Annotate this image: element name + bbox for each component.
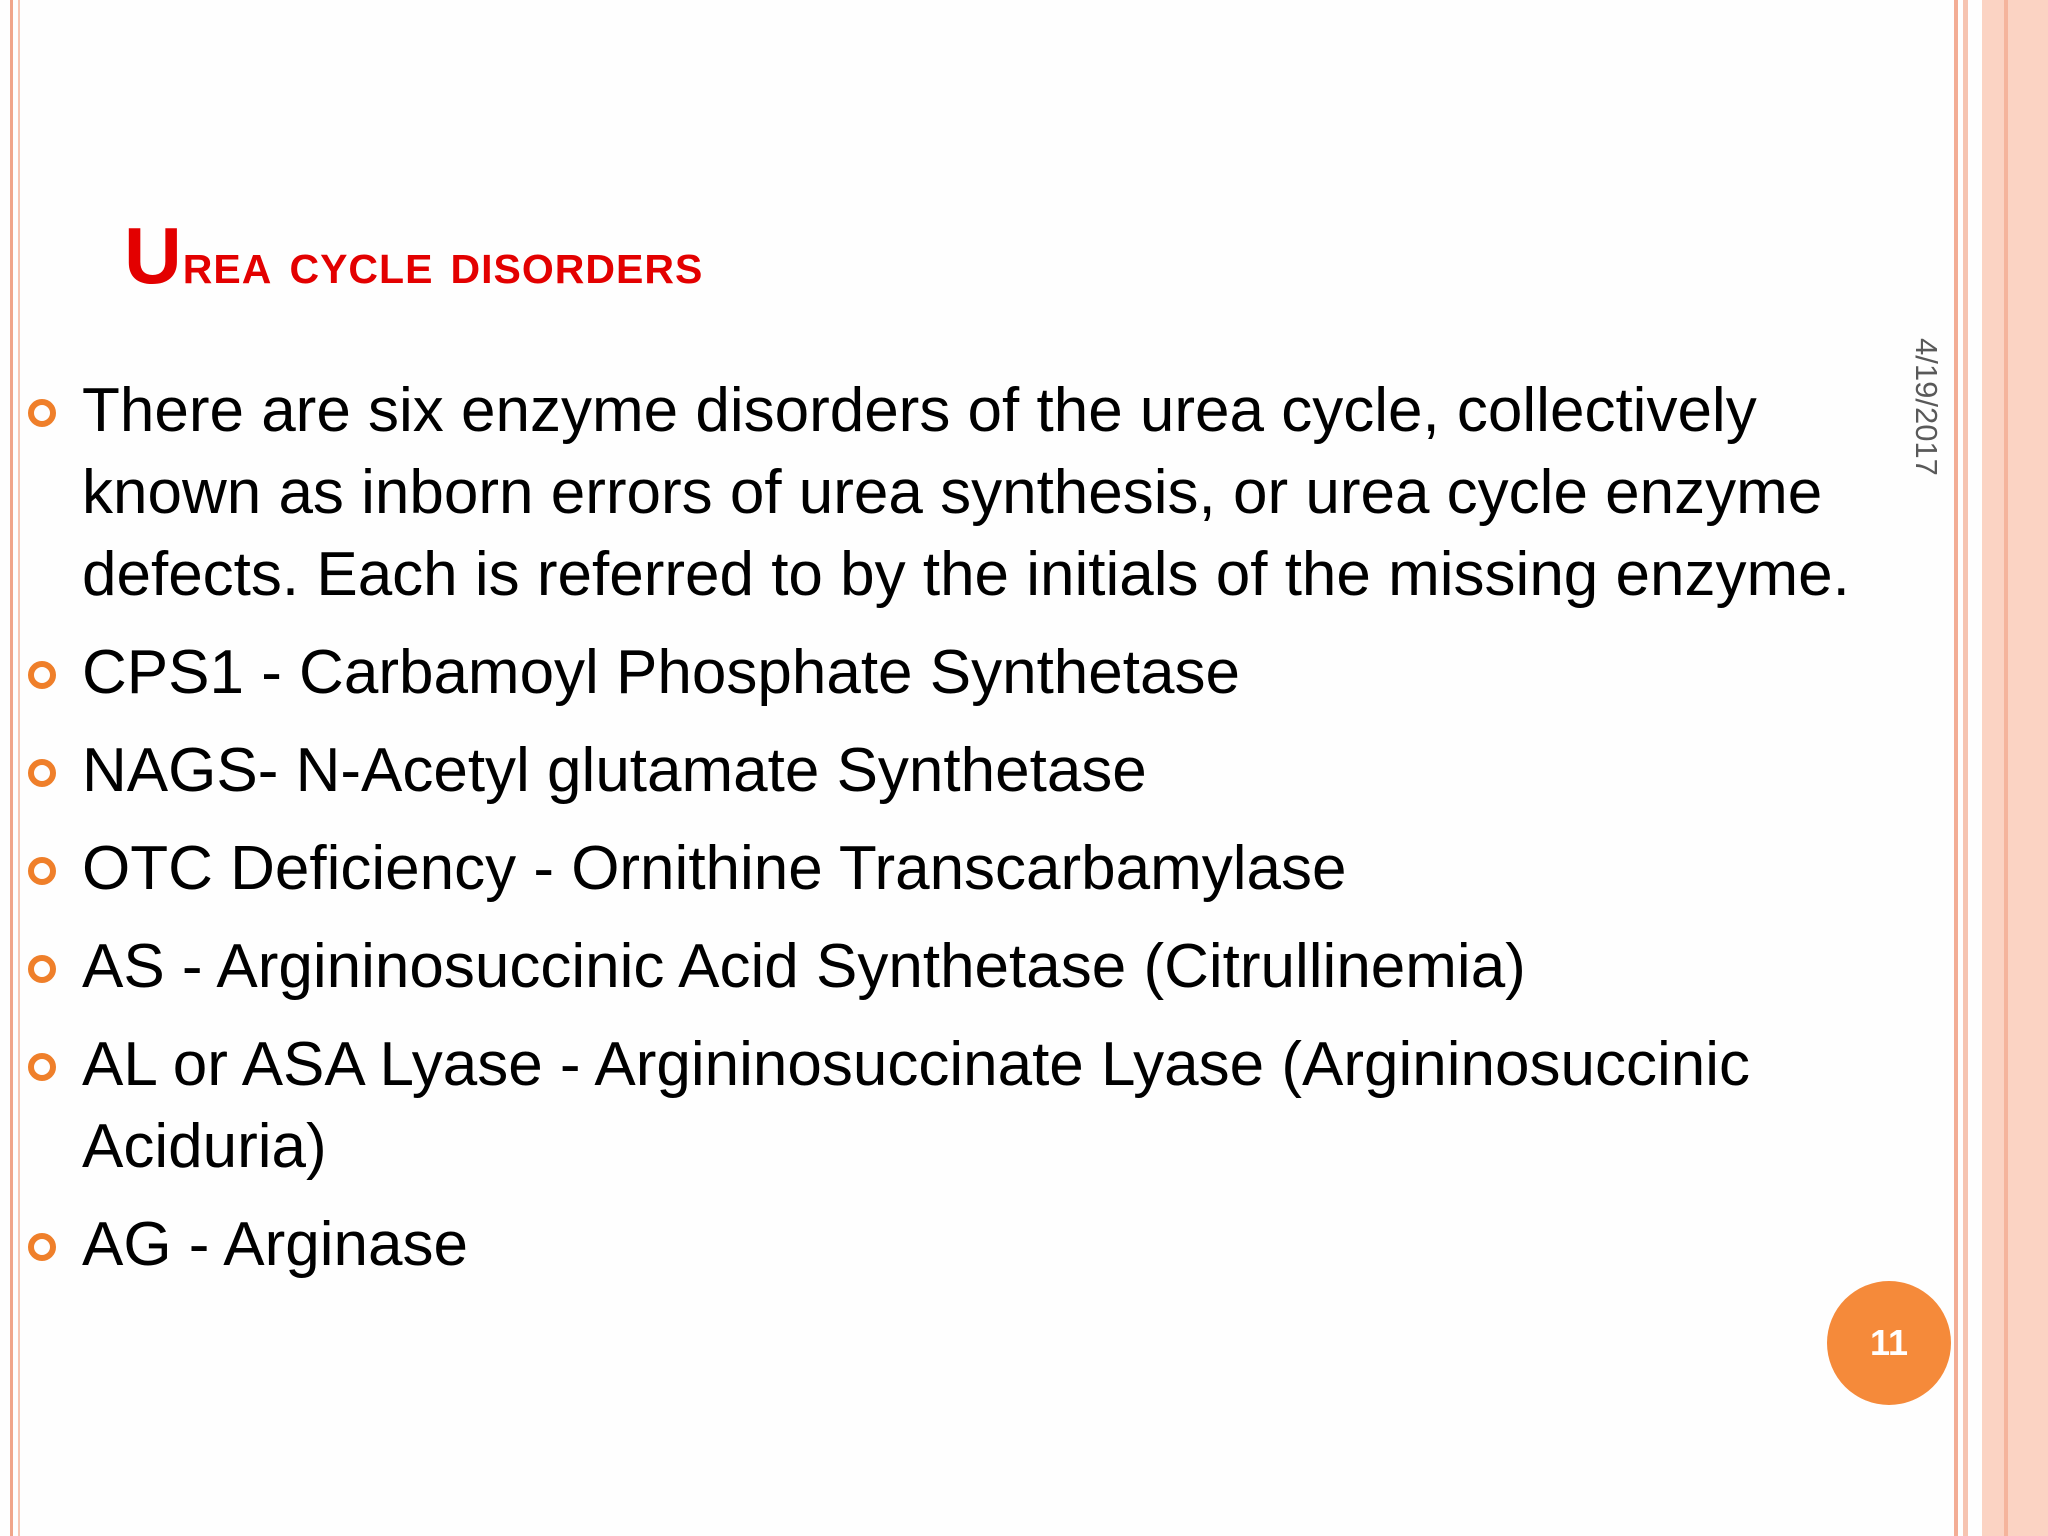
bullet-text: AS - Argininosuccinic Acid Synthetase (Citrullinemia) [82,932,1526,1001]
right-border-line-inner [1963,0,1968,1536]
bullet-item [0,926,1950,1008]
ring-bullet-icon [28,955,56,983]
ring-bullet-icon [28,1053,56,1081]
bullet-text: CPS1 - Carbamoyl Phosphate Synthetase [82,638,1240,707]
bullet-item [0,370,1950,616]
ring-bullet-icon [28,857,56,885]
ring-bullet-icon [28,759,56,787]
bullet-list [0,370,1950,1302]
bullet-item [0,828,1950,910]
bullet-item [0,1024,1950,1188]
ring-bullet-icon [28,661,56,689]
bullet-text: There are six enzyme disorders of the urea cycle, collectively known as inborn errors of urea synthesis, or urea cycle enzyme defects. Each is referred to by the initials of the missing enzyme. [82,376,1850,609]
bullet-text: OTC Deficiency - Ornithine Transcarbamylase [82,834,1347,903]
right-border-band [1982,0,2048,1536]
ring-bullet-icon [28,399,56,427]
slide-date: 4/19/2017 [1909,338,1944,476]
ring-bullet-icon [28,1233,56,1261]
title-rest: rea cycle disorders [182,231,704,296]
bullet-item [0,1204,1950,1286]
right-border-line [1954,0,1958,1536]
bullet-item [0,632,1950,714]
right-band-line [2004,0,2008,1536]
bullet-item [0,730,1950,812]
slide-title [124,210,703,302]
title-initial: U [124,211,183,300]
bullet-text: NAGS- N-Acetyl glutamate Synthetase [82,736,1147,805]
bullet-text: AG - Arginase [82,1210,468,1279]
bullet-text: AL or ASA Lyase - Argininosuccinate Lyase (Argininosuccinic Aciduria) [82,1030,1751,1181]
page-number-badge: 11 [1827,1281,1951,1405]
